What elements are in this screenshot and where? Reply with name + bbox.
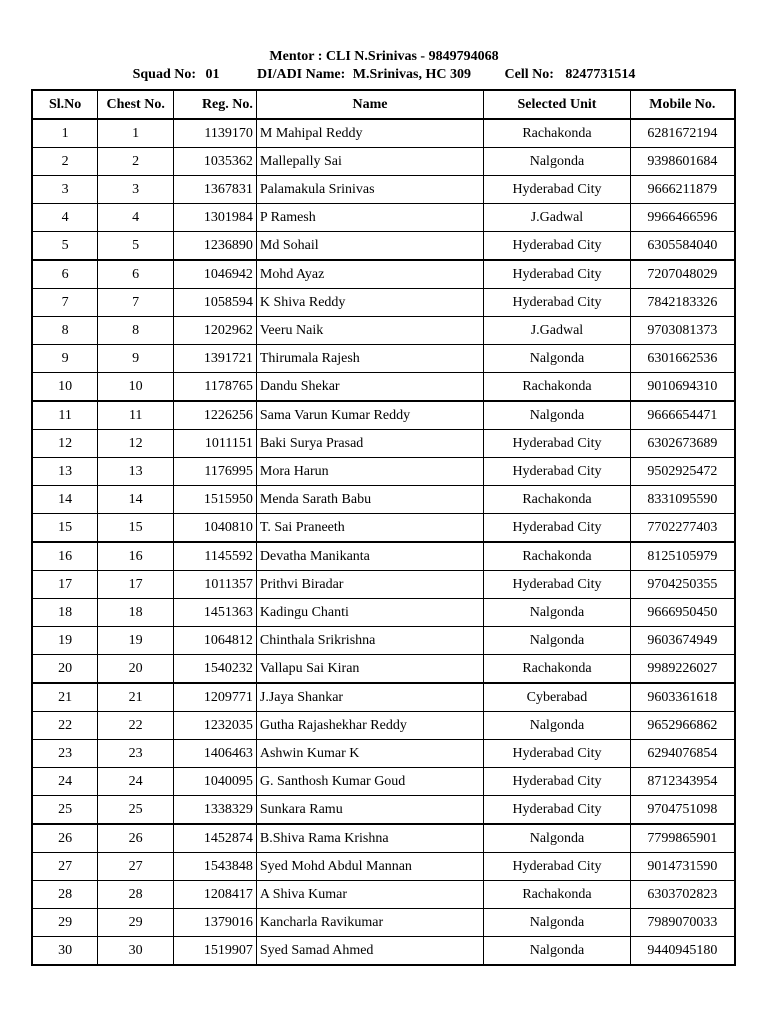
cell-sl-no: 8 (32, 317, 98, 345)
cell-chest-no: 11 (98, 401, 174, 430)
cell-sl-no: 6 (32, 260, 98, 289)
squad-label: Squad No: (132, 67, 197, 82)
table-row (32, 317, 735, 345)
table-header-row (32, 90, 735, 119)
cell-mobile-no: 7989070033 (630, 909, 735, 937)
table-row (32, 289, 735, 317)
cell-reg-no: 1379016 (174, 909, 257, 937)
cell-mobile-no: 8331095590 (630, 486, 735, 514)
cell-reg-no: 1202962 (174, 317, 257, 345)
cell-name: Ashwin Kumar K (256, 740, 483, 768)
cell-reg-no: 1519907 (174, 937, 257, 966)
cell-reg-no: 1040810 (174, 514, 257, 543)
cell-selected-unit: J.Gadwal (484, 317, 631, 345)
cell-name: Sama Varun Kumar Reddy (256, 401, 483, 430)
cell-chest-no: 2 (98, 148, 174, 176)
table-row (32, 401, 735, 430)
table-row (32, 148, 735, 176)
cell-name: Veeru Naik (256, 317, 483, 345)
cell-reg-no: 1391721 (174, 345, 257, 373)
cell-reg-no: 1236890 (174, 232, 257, 261)
squad-info-line (0, 66, 768, 84)
cell-sl-no: 29 (32, 909, 98, 937)
cell-mobile-no: 9014731590 (630, 853, 735, 881)
cell-sl-no: 7 (32, 289, 98, 317)
cell-mobile-no: 7842183326 (630, 289, 735, 317)
cell-selected-unit: Nalgonda (484, 401, 631, 430)
cell-reg-no: 1011357 (174, 571, 257, 599)
cell-sl-no: 4 (32, 204, 98, 232)
cell-reg-no: 1058594 (174, 289, 257, 317)
cell-mobile-no: 7702277403 (630, 514, 735, 543)
cell-chest-no: 10 (98, 373, 174, 402)
cell-selected-unit: Nalgonda (484, 148, 631, 176)
table-row (32, 176, 735, 204)
cell-chest-no: 3 (98, 176, 174, 204)
cell-name: Mallepally Sai (256, 148, 483, 176)
table-row (32, 373, 735, 402)
cell-name: Md Sohail (256, 232, 483, 261)
cell-selected-unit: Hyderabad City (484, 796, 631, 825)
cell-mobile-no: 7207048029 (630, 260, 735, 289)
cell-selected-unit: Rachakonda (484, 881, 631, 909)
cell-reg-no: 1301984 (174, 204, 257, 232)
cell-chest-no: 8 (98, 317, 174, 345)
cell-sl-no: 20 (32, 655, 98, 684)
cell-sl-no: 16 (32, 542, 98, 571)
di-label: DI/ADI Name: (257, 67, 346, 82)
cell-reg-no: 1046942 (174, 260, 257, 289)
table-row (32, 542, 735, 571)
cell-selected-unit: Nalgonda (484, 824, 631, 853)
cell-chest-no: 5 (98, 232, 174, 261)
cell-mobile-no: 9603674949 (630, 627, 735, 655)
table-row (32, 683, 735, 712)
cell-mobile-no: 9010694310 (630, 373, 735, 402)
cell-chest-no: 27 (98, 853, 174, 881)
table-row (32, 260, 735, 289)
cell-sl-no: 24 (32, 768, 98, 796)
cell-selected-unit: Hyderabad City (484, 232, 631, 261)
cell-reg-no: 1176995 (174, 458, 257, 486)
cell-mobile-no: 8125105979 (630, 542, 735, 571)
cell-name: Sunkara Ramu (256, 796, 483, 825)
cell-name: M Mahipal Reddy (256, 119, 483, 148)
cell-name: P Ramesh (256, 204, 483, 232)
cell-sl-no: 28 (32, 881, 98, 909)
cell-chest-no: 17 (98, 571, 174, 599)
cell-sl-no: 25 (32, 796, 98, 825)
table-row (32, 430, 735, 458)
cell-number: 8247731514 (565, 67, 636, 82)
cell-selected-unit: Hyderabad City (484, 458, 631, 486)
cell-mobile-no: 6281672194 (630, 119, 735, 148)
cell-sl-no: 15 (32, 514, 98, 543)
cell-name: T. Sai Praneeth (256, 514, 483, 543)
cell-selected-unit: Hyderabad City (484, 768, 631, 796)
cell-chest-no: 12 (98, 430, 174, 458)
table-row (32, 571, 735, 599)
cell-name: J.Jaya Shankar (256, 683, 483, 712)
cell-name: Thirumala Rajesh (256, 345, 483, 373)
table-row (32, 740, 735, 768)
cell-selected-unit: Cyberabad (484, 683, 631, 712)
cell-chest-no: 21 (98, 683, 174, 712)
cell-name: Gutha Rajashekhar Reddy (256, 712, 483, 740)
col-header-sl-no: Sl.No (32, 90, 98, 119)
cell-selected-unit: J.Gadwal (484, 204, 631, 232)
cell-reg-no: 1145592 (174, 542, 257, 571)
cell-sl-no: 27 (32, 853, 98, 881)
cell-selected-unit: Rachakonda (484, 655, 631, 684)
cell-sl-no: 3 (32, 176, 98, 204)
cell-reg-no: 1543848 (174, 853, 257, 881)
cell-chest-no: 25 (98, 796, 174, 825)
table-row (32, 768, 735, 796)
cell-sl-no: 14 (32, 486, 98, 514)
table-row (32, 119, 735, 148)
col-header-reg-no: Reg. No. (174, 90, 257, 119)
cell-name: Kancharla Ravikumar (256, 909, 483, 937)
cell-mobile-no: 9652966862 (630, 712, 735, 740)
table-row (32, 599, 735, 627)
cell-mobile-no: 7799865901 (630, 824, 735, 853)
cell-reg-no: 1035362 (174, 148, 257, 176)
cell-reg-no: 1338329 (174, 796, 257, 825)
cell-selected-unit: Rachakonda (484, 119, 631, 148)
cell-mobile-no: 9666211879 (630, 176, 735, 204)
cell-mobile-no: 9502925472 (630, 458, 735, 486)
cell-reg-no: 1232035 (174, 712, 257, 740)
cell-chest-no: 24 (98, 768, 174, 796)
cell-selected-unit: Rachakonda (484, 373, 631, 402)
cell-name: A Shiva Kumar (256, 881, 483, 909)
cell-chest-no: 13 (98, 458, 174, 486)
cell-reg-no: 1208417 (174, 881, 257, 909)
cell-reg-no: 1451363 (174, 599, 257, 627)
cell-chest-no: 28 (98, 881, 174, 909)
col-header-selected-unit: Selected Unit (484, 90, 631, 119)
cell-reg-no: 1367831 (174, 176, 257, 204)
cell-sl-no: 5 (32, 232, 98, 261)
cell-reg-no: 1178765 (174, 373, 257, 402)
cell-selected-unit: Nalgonda (484, 599, 631, 627)
cell-mobile-no: 9666950450 (630, 599, 735, 627)
cell-chest-no: 1 (98, 119, 174, 148)
table-row (32, 627, 735, 655)
cell-chest-no: 22 (98, 712, 174, 740)
cell-sl-no: 26 (32, 824, 98, 853)
table-row (32, 909, 735, 937)
col-header-name: Name (256, 90, 483, 119)
cell-name: Menda Sarath Babu (256, 486, 483, 514)
cell-reg-no: 1011151 (174, 430, 257, 458)
cell-selected-unit: Hyderabad City (484, 740, 631, 768)
cell-selected-unit: Nalgonda (484, 909, 631, 937)
cell-chest-no: 7 (98, 289, 174, 317)
cell-sl-no: 21 (32, 683, 98, 712)
cell-name: Palamakula Srinivas (256, 176, 483, 204)
table-row (32, 796, 735, 825)
col-header-mobile-no: Mobile No. (630, 90, 735, 119)
cell-reg-no: 1515950 (174, 486, 257, 514)
cell-chest-no: 6 (98, 260, 174, 289)
cell-selected-unit: Nalgonda (484, 937, 631, 966)
cell-selected-unit: Hyderabad City (484, 176, 631, 204)
cell-chest-no: 4 (98, 204, 174, 232)
cell-mobile-no: 6302673689 (630, 430, 735, 458)
cell-mobile-no: 9398601684 (630, 148, 735, 176)
cell-reg-no: 1064812 (174, 627, 257, 655)
cell-reg-no: 1139170 (174, 119, 257, 148)
cell-name: Prithvi Biradar (256, 571, 483, 599)
cell-mobile-no: 9666654471 (630, 401, 735, 430)
cell-reg-no: 1406463 (174, 740, 257, 768)
cell-name: Dandu Shekar (256, 373, 483, 402)
table-row (32, 824, 735, 853)
table-row (32, 853, 735, 881)
cell-chest-no: 18 (98, 599, 174, 627)
cell-mobile-no: 8712343954 (630, 768, 735, 796)
cell-name: G. Santhosh Kumar Goud (256, 768, 483, 796)
cell-name: Kadingu Chanti (256, 599, 483, 627)
cell-chest-no: 15 (98, 514, 174, 543)
cell-reg-no: 1540232 (174, 655, 257, 684)
cell-sl-no: 18 (32, 599, 98, 627)
cell-selected-unit: Nalgonda (484, 345, 631, 373)
cell-mobile-no: 6303702823 (630, 881, 735, 909)
cell-selected-unit: Rachakonda (484, 542, 631, 571)
cell-chest-no: 9 (98, 345, 174, 373)
cell-sl-no: 23 (32, 740, 98, 768)
cell-mobile-no: 9989226027 (630, 655, 735, 684)
squad-roster-table (31, 89, 736, 966)
cell-reg-no: 1209771 (174, 683, 257, 712)
table-row (32, 655, 735, 684)
cell-name: Syed Samad Ahmed (256, 937, 483, 966)
cell-reg-no: 1040095 (174, 768, 257, 796)
cell-name: Syed Mohd Abdul Mannan (256, 853, 483, 881)
cell-mobile-no: 9704250355 (630, 571, 735, 599)
cell-chest-no: 20 (98, 655, 174, 684)
cell-name: K Shiva Reddy (256, 289, 483, 317)
cell-sl-no: 11 (32, 401, 98, 430)
squad-number: 01 (205, 67, 220, 82)
cell-name: Mora Harun (256, 458, 483, 486)
cell-mobile-no: 6301662536 (630, 345, 735, 373)
cell-reg-no: 1226256 (174, 401, 257, 430)
cell-mobile-no: 9966466596 (630, 204, 735, 232)
cell-label: Cell No: (504, 67, 554, 82)
cell-selected-unit: Nalgonda (484, 627, 631, 655)
cell-selected-unit: Hyderabad City (484, 514, 631, 543)
cell-selected-unit: Nalgonda (484, 712, 631, 740)
cell-mobile-no: 6294076854 (630, 740, 735, 768)
cell-sl-no: 1 (32, 119, 98, 148)
table-row (32, 204, 735, 232)
cell-sl-no: 13 (32, 458, 98, 486)
cell-sl-no: 30 (32, 937, 98, 966)
cell-chest-no: 16 (98, 542, 174, 571)
table-row (32, 514, 735, 543)
cell-name: Devatha Manikanta (256, 542, 483, 571)
cell-sl-no: 17 (32, 571, 98, 599)
cell-sl-no: 9 (32, 345, 98, 373)
cell-sl-no: 2 (32, 148, 98, 176)
table-row (32, 881, 735, 909)
cell-selected-unit: Hyderabad City (484, 853, 631, 881)
cell-reg-no: 1452874 (174, 824, 257, 853)
table-row (32, 345, 735, 373)
table-row (32, 712, 735, 740)
cell-name: B.Shiva Rama Krishna (256, 824, 483, 853)
cell-sl-no: 10 (32, 373, 98, 402)
col-header-chest-no: Chest No. (98, 90, 174, 119)
cell-mobile-no: 6305584040 (630, 232, 735, 261)
table-row (32, 458, 735, 486)
cell-chest-no: 30 (98, 937, 174, 966)
cell-sl-no: 22 (32, 712, 98, 740)
cell-chest-no: 19 (98, 627, 174, 655)
table-row (32, 486, 735, 514)
cell-mobile-no: 9704751098 (630, 796, 735, 825)
cell-selected-unit: Hyderabad City (484, 289, 631, 317)
di-name: M.Srinivas, HC 309 (352, 67, 472, 82)
cell-name: Vallapu Sai Kiran (256, 655, 483, 684)
table-row (32, 937, 735, 966)
cell-chest-no: 23 (98, 740, 174, 768)
cell-selected-unit: Hyderabad City (484, 571, 631, 599)
cell-mobile-no: 9603361618 (630, 683, 735, 712)
mentor-line: Mentor : CLI N.Srinivas - 9849794068 (269, 49, 499, 64)
cell-sl-no: 12 (32, 430, 98, 458)
cell-sl-no: 19 (32, 627, 98, 655)
cell-name: Chinthala Srikrishna (256, 627, 483, 655)
cell-mobile-no: 9440945180 (630, 937, 735, 966)
table-body (32, 119, 735, 965)
cell-selected-unit: Hyderabad City (484, 430, 631, 458)
cell-mobile-no: 9703081373 (630, 317, 735, 345)
cell-chest-no: 14 (98, 486, 174, 514)
cell-name: Mohd Ayaz (256, 260, 483, 289)
cell-chest-no: 26 (98, 824, 174, 853)
cell-name: Baki Surya Prasad (256, 430, 483, 458)
cell-selected-unit: Rachakonda (484, 486, 631, 514)
cell-chest-no: 29 (98, 909, 174, 937)
table-row (32, 232, 735, 261)
cell-selected-unit: Hyderabad City (484, 260, 631, 289)
